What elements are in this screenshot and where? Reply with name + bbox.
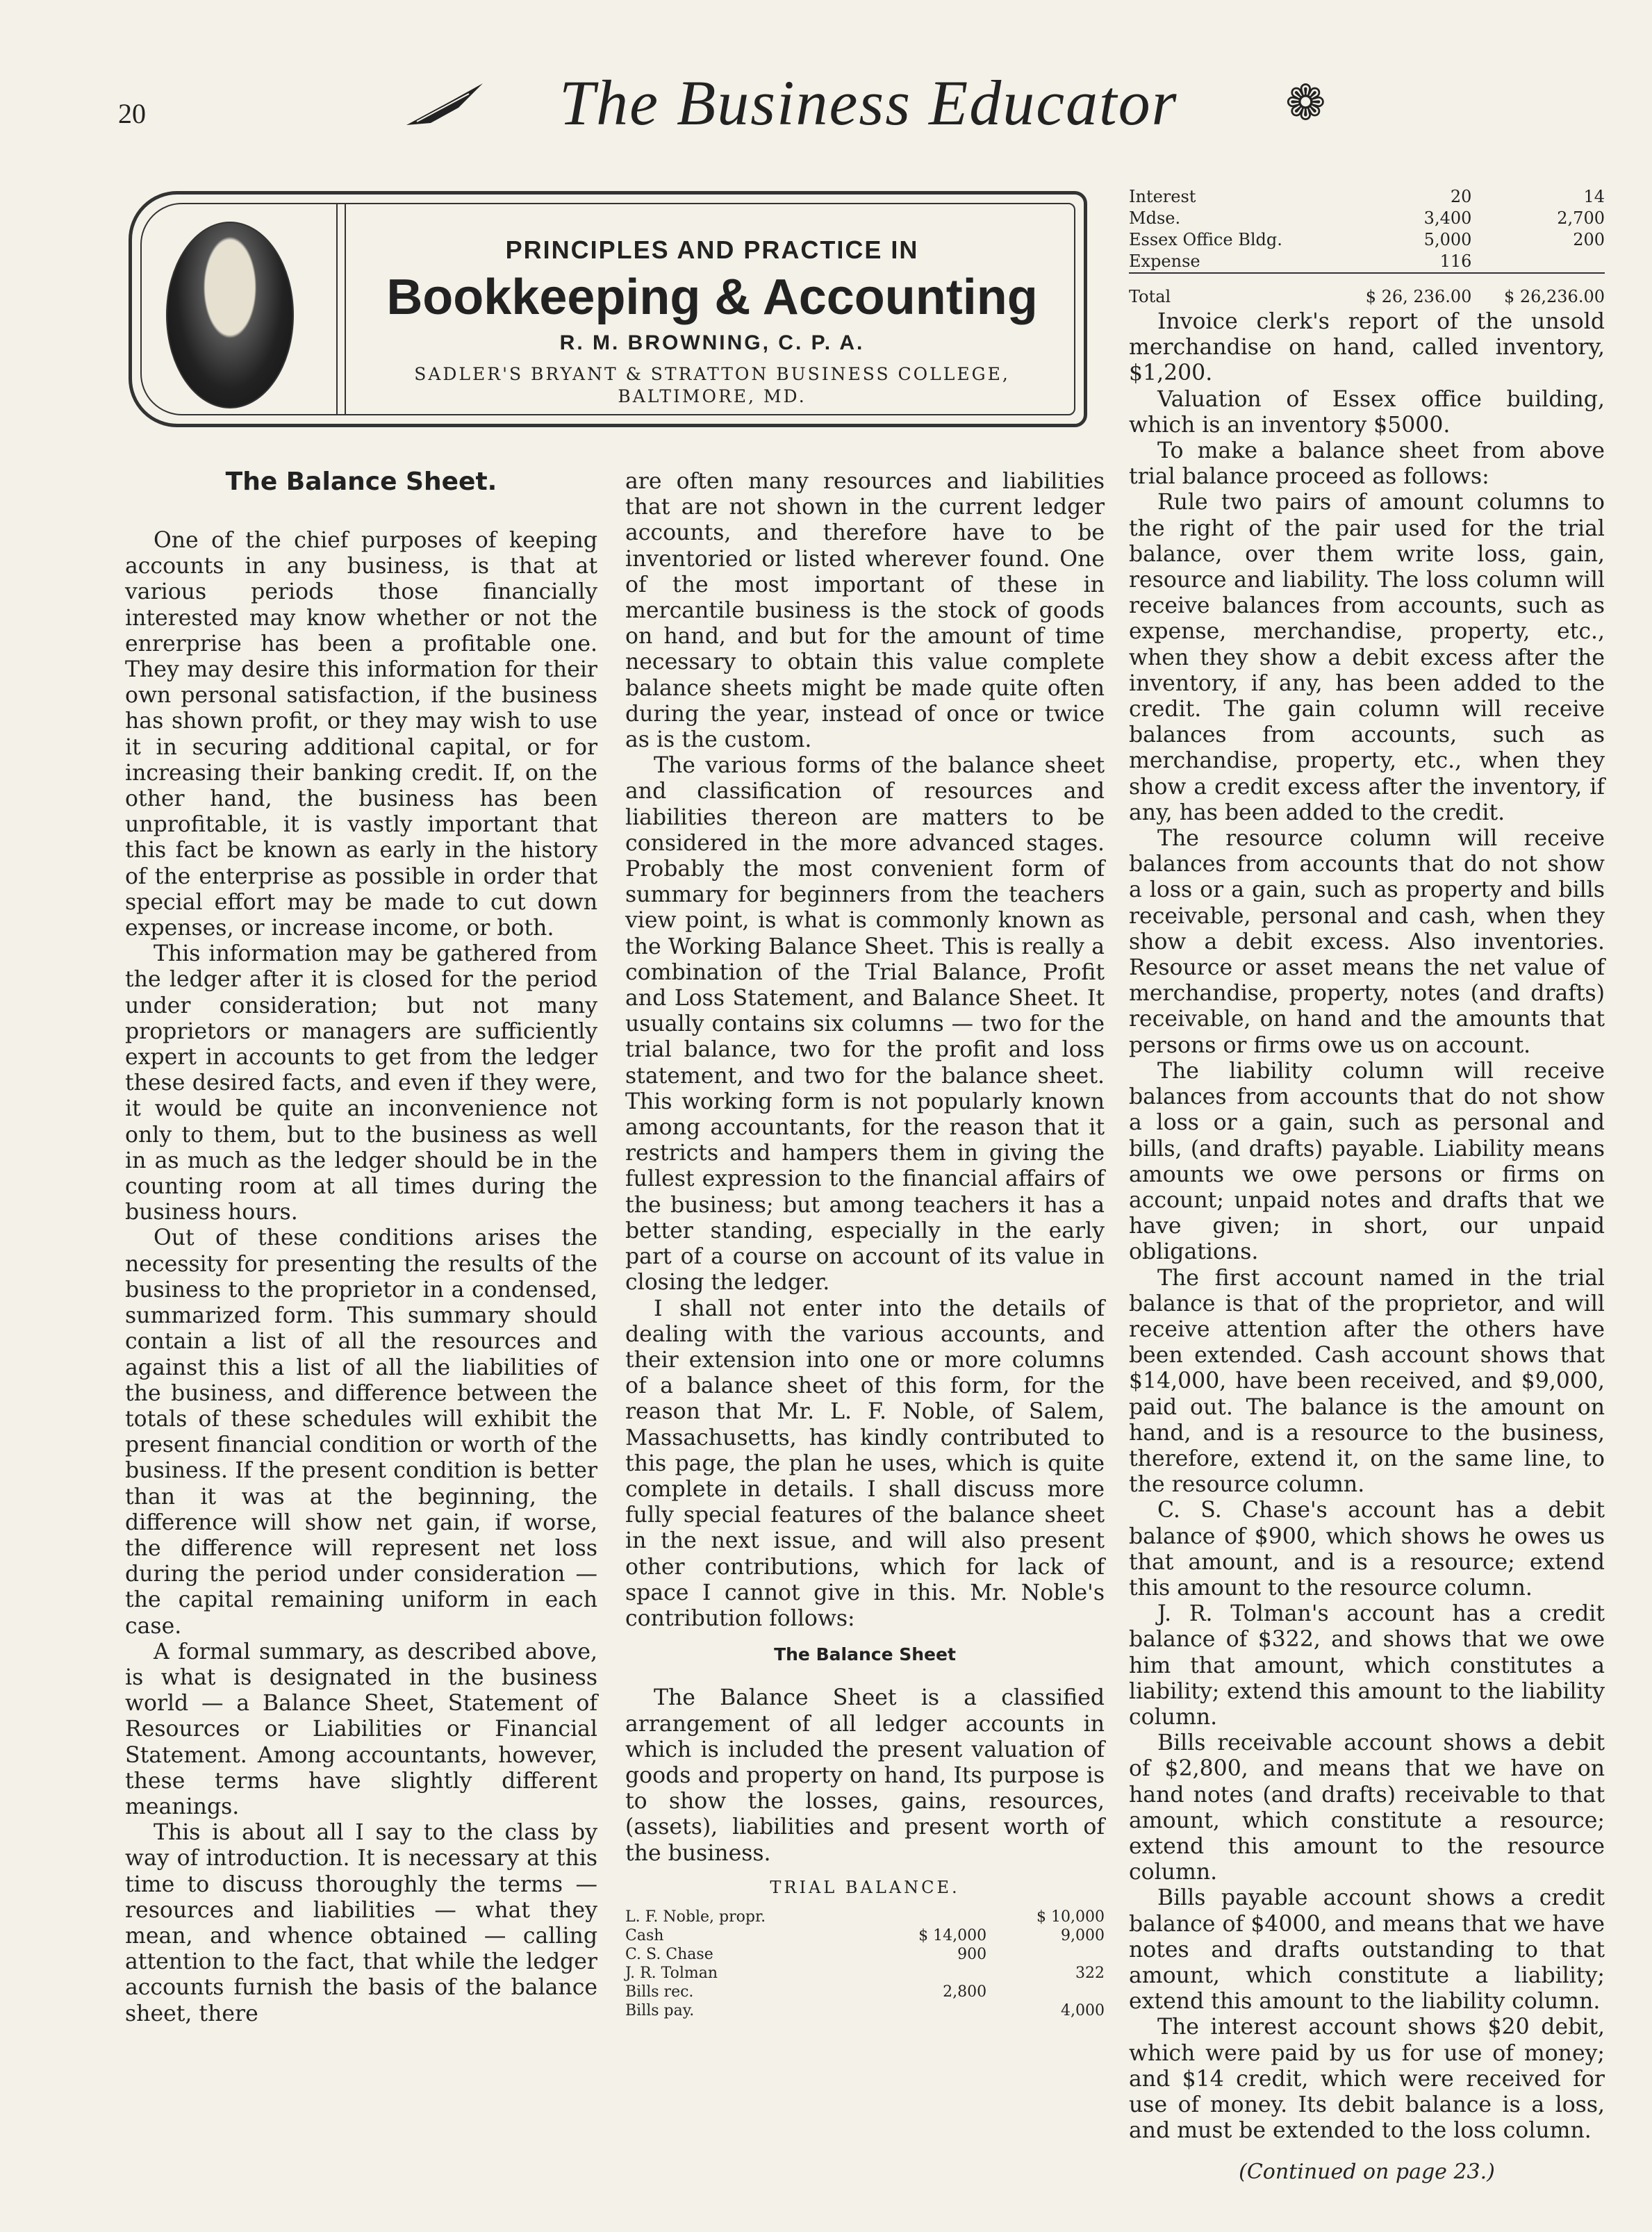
total-label: Total [1129,287,1171,306]
column-header-box [129,191,1087,427]
trial-row [1129,186,1605,208]
header-school: SADLER'S BRYANT & STRATTON BUSINESS COLLEGE, BALTIMORE, MD. [414,364,1010,406]
paragraph: This is about all I say to the class by way of introduction. It is necessary at this time to discuss thoroughly the terms — resources and liabilities — what they mean, and whence obtained — calling attention to the fact, that while the ledger accounts furnish the basis of the balance sheet, there [125,1820,597,2026]
total-debit: $ 26, 236.00 [1365,287,1472,306]
masthead-title: The Business Educator [559,67,1178,138]
trial-cell-dr [868,1964,986,1983]
quill-bird-icon [403,80,486,129]
trial-cell-name: J. R. Tolman [625,1964,718,1982]
trial-cell-name: Cash [625,1926,664,1944]
trial-cell-name: L. F. Noble, propr. [625,1908,766,1926]
trial-row [625,1983,1105,2001]
column-left [125,468,597,2027]
trial-cell-cr [986,1945,1105,1964]
paragraph: I shall not enter into the details of dealing with the various accounts, and their extension into one or more columns of a balance sheet of this form, for the reason that Mr. L. F. Noble, of Salem, Massachusetts, has kindly contributed to this page, the plan he uses, which is quite complete in details. I shall discuss more fully special features of the balance sheet in the next issue, and will also present other contributions, which for lack of space I cannot give in this. Mr. Noble's contribution follows: [625,1296,1105,1631]
trial-cell-dr [868,2001,986,2020]
paragraph: The liability column will receive balances from accounts that do not show a loss or a gain, such as personal and bills, (and drafts) payable. Liability means amounts we owe persons or firms on account; unpaid notes and drafts that we have given; in short, our unpaid obligations. [1129,1058,1605,1265]
paragraph: A formal summary, as described above, is what is designated in the business world — a Balance Sheet, Statement of Resources or Liabilities or Financial Statement. Among accountants, however, these terms have slightly different meanings. [125,1639,597,1819]
paragraph: The various forms of the balance sheet and classification of resources and liabilities thereon are matters to be considered in the more advanced stages. Probably the most convenient form of summary for beginners from the teachers view point, is what is commonly known as the Working Balance Sheet. This is really a combination of the Trial Balance, Profit and Loss Statement, and Balance Sheet. It usually contains six columns — two for the trial balance, two for the profit and loss statement, and two for the balance sheet. This working form is not popularly known among accountants, for the reason that it restricts and hampers them in giving the fullest expression to the financial affairs of the business; but among teachers it has a better standing, especially in the early part of a course on account of its value in closing the ledger. [625,753,1105,1296]
header-title: Bookkeeping & Accounting [386,270,1038,325]
paragraph: Valuation of Essex office building, which is an inventory $5000. [1129,386,1605,438]
trial-cell-name: Bills rec. [625,1983,694,2001]
trial-cell-dr [868,1908,986,1926]
total-credit: $ 26,236.00 [1503,287,1605,306]
paragraph: C. S. Chase's account has a debit balance of $900, which shows he owes us that amount, and is a resource; extend this amount to the resource column. [1129,1498,1605,1601]
trial-cell-name: Essex Office Bldg. [1129,230,1282,249]
trial-cell-dr: 3,400 [1423,208,1472,228]
paragraph: One of the chief purposes of keeping accounts in any business, is that at various periods those financially interested may know whether or not the enrerprise has been a profitable one. They may desire this information for their own personal satisfaction, if the business has shown profit, or they may wish to use it in securing additional capital, or for increasing their banking credit. If, on the other hand, the business has been unprofitable, it is vastly important that this fact be known as early in the history of the enterprise as possible in order that special effort may be made to cut down expenses, or increase income, or both. [125,528,597,941]
trial-total-row [1129,276,1605,308]
paragraph: Bills payable account shows a credit balance of $4000, and means that we have notes and drafts outstanding to that amount, which constitute a liability; extend this amount to the liability column. [1129,1885,1605,2015]
paragraph: The resource column will receive balances from accounts that do not show a loss or a gain, such as property and bills receivable, personal and cash, when they show a debit excess. Also inventories. Resource or asset means the net value of merchandise, property, notes (and drafts) receivable, on hand and the amounts that persons or firms owe us on account. [1129,826,1605,1058]
paragraph: The interest account shows $20 debit, which were paid by us for use of money; and $14 credit, which were received for use of money. Its debit balance is a loss, and must be extended to the loss column. [1129,2015,1605,2144]
paragraph: The first account named in the trial balance is that of the proprietor, and will receive attention after the others have been extended. Cash account shows that $14,000, have been received, and $9,000, paid out. The balance is the amount on hand, and is a resource to the business, therefore, extend it, on the same line, to the resource column. [1129,1265,1605,1498]
trial-cell-cr: 200 [1573,230,1605,249]
column-right [1129,309,1605,2185]
header-author: R. M. BROWNING, C. P. A. [559,331,865,354]
trial-cell-cr [1471,251,1605,273]
trial-row [625,1908,1105,1926]
trial-cell-name: Expense [1129,251,1200,271]
trial-cell-cr: 9,000 [1061,1926,1105,1944]
trial-row [625,1945,1105,1964]
column-middle [625,469,1105,2020]
trial-cell-name: Mdse. [1129,208,1181,228]
trial-cell-cr: $ 10,000 [1036,1908,1105,1926]
masthead [403,66,1326,142]
paragraph: are often many resources and liabilities that are not shown in the current ledger accounts, and therefore have to be inventoried or listed wherever found. One of the most important of these in mercantile business is the stock of goods on hand, and but for the amount of time necessary to obtain this value complete balance sheets might be made quite often during the year, instead of once or twice as is the custom. [625,469,1105,753]
paragraph: This information may be gathered from the ledger after it is closed for the period under consideration; but not many proprietors or managers are sufficiently expert in accounts to get from the ledger these desired facts, and even if they were, it would be quite an inconvenience not only to them, but to the business as well in as much as the ledger should be in the counting room at all times during the business hours. [125,941,597,1225]
trial-cell-name: C. S. Chase [625,1945,713,1963]
trial-cell-cr: 322 [1075,1964,1105,1982]
trial-cell-name: Interest [1129,187,1196,206]
trial-cell-name: Bills pay. [625,2001,695,2019]
paragraph: Invoice clerk's report of the unsold merchandise on hand, called inventory, $1,200. [1129,309,1605,386]
trial-row [1129,208,1605,229]
trial-cell-cr: 4,000 [1061,2001,1105,2019]
trial-row [625,1964,1105,1983]
trial-cell-dr: 116 [1439,251,1472,271]
ornament-icon: ❁ [1285,74,1326,131]
trial-cell-dr: 2,800 [943,1983,987,2001]
paragraph: Out of these conditions arises the necessity for presenting the results of the business to the proprietor in a condensed, summarized form. This summary should contain a list of all the resources and against this a list of all the liabilities of the business, and difference between the totals of these schedules will exhibit the present financial condition or worth of the business. If the present condition is better than it was at the beginning, the difference will show net gain, if worse, the difference will represent net loss during the period under consideration — the capital remaining uniform in each case. [125,1225,597,1639]
paragraph: Rule two pairs of amount columns to the right of the pair used for the trial balance, over them write loss, gain, resource and liability. The loss column will receive balances from accounts, such as expense, merchandise, property, etc., when they show a debit excess after the inventory, if any, has been added to the credit. The gain column will receive balances from accounts, such as merchandise, property, etc., when they show a credit excess after the inventory, if any, has been added to the credit. [1129,490,1605,825]
section-title: The Balance Sheet. [225,468,497,496]
trial-balance-table [625,1908,1105,2020]
trial-row [1129,229,1605,251]
page-number: 20 [118,98,146,129]
paragraph: Bills receivable account shows a debit of $2,800, and means that we have on hand notes (and drafts) receivable to that amount, which constitute a resource; extend this amount to the resource column. [1129,1730,1605,1885]
trial-cell-cr: 2,700 [1557,208,1605,228]
continued-note: (Continued on page 23.) [1239,2160,1495,2185]
trial-cell-cr [986,1983,1105,2001]
trial-row [1129,251,1605,273]
trial-cell-dr: 20 [1450,187,1472,206]
subsection-title: The Balance Sheet [774,1644,956,1665]
trial-cell-dr: $ 14,000 [918,1926,987,1944]
paragraph: The Balance Sheet is a classified arrangement of all ledger accounts in which is included the present valuation of goods and property on hand, Its purpose is to show the losses, gains, resources, (assets), liabilities and present worth of the business. [625,1685,1105,1866]
trial-cell-cr: 14 [1583,187,1605,206]
trial-cell-dr: 5,000 [1423,230,1472,249]
trial-balance-title: TRIAL BALANCE. [770,1877,960,1897]
paragraph: J. R. Tolman's account has a credit balance of $322, and shows that we owe him that amount, which constitutes a liability; extend this amount to the liability column. [1129,1601,1605,1730]
author-portrait [166,222,294,408]
header-subtitle: PRINCIPLES AND PRACTICE IN [505,235,919,264]
trial-row [625,1926,1105,1945]
trial-cell-dr: 900 [957,1945,987,1963]
trial-balance-continued [1129,186,1605,308]
trial-row [625,2001,1105,2020]
paragraph: To make a balance sheet from above trial balance proceed as follows: [1129,438,1605,490]
